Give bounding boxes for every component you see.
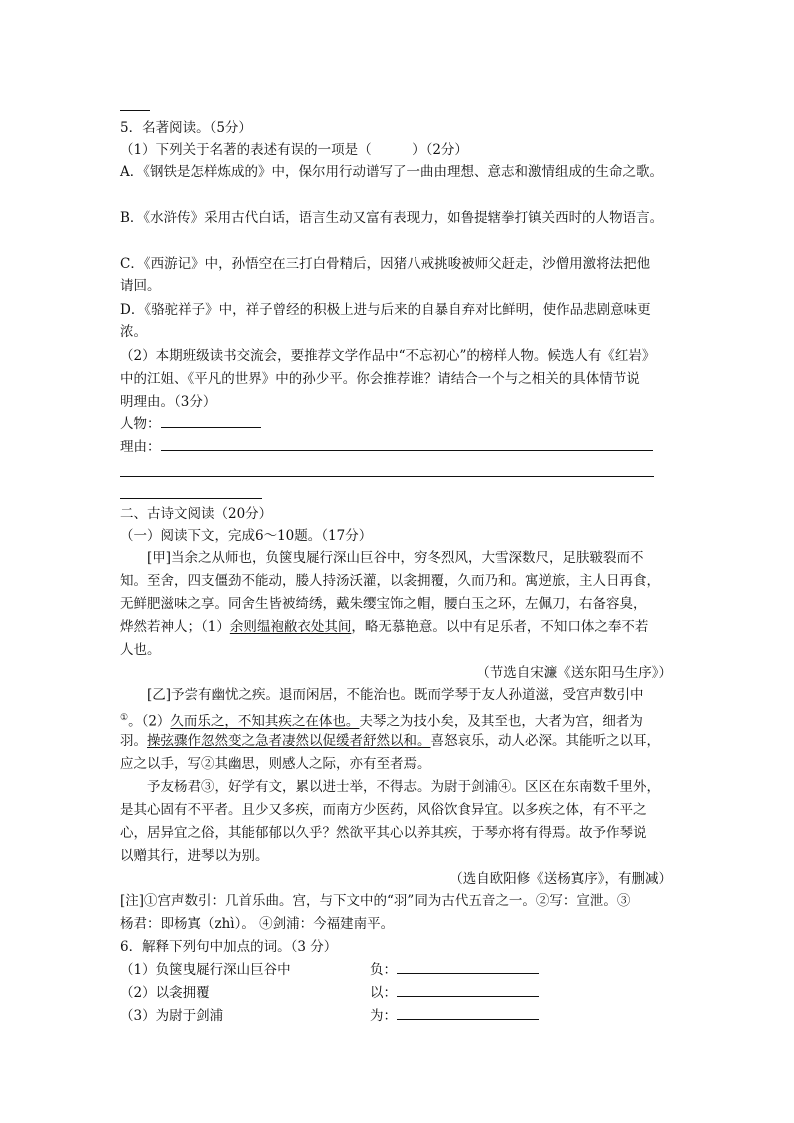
- passage-yi-line4: 应之以手，写②其幽思，则感人之际，亦有至者焉。: [120, 756, 431, 772]
- q6-item-1-sentence: （1）负箧曳屣行深山巨谷中: [120, 962, 291, 978]
- q6-heading: 6．解释下列句中加点的词。（3 分）: [120, 939, 338, 955]
- person-row: [120, 413, 261, 435]
- q6-item-3-sentence: （3）为尉于剑浦: [120, 1008, 224, 1024]
- q5-part2-line1: （2）本期班级读书交流会，要推荐文学作品中“不忘初心”的榜样人物。候选人有《红岩》: [120, 348, 656, 364]
- q5-option-d-line1: D．《骆驼祥子》中，祥子曾经的积极上进与后来的自暴自弃对比鲜明，使作品悲剧意味更: [120, 302, 651, 318]
- yi-l3-post: 喜怒哀乐，动人必深。其能听之以耳，: [430, 733, 660, 749]
- notes-line1: [注]①宫声数引：几首乐曲。宫，与下文中的“羽”同为古代五音之一。②写：宣泄。③: [120, 893, 631, 909]
- q5-part1-stem: （1）下列关于名著的表述有误的一项是（ ）（2分）: [120, 142, 468, 158]
- q5-part2-line3: 明理由。（3分）: [120, 394, 217, 410]
- passage-jia-line2: 知。至舍，四支僵劲不能动，媵人持汤沃灌，以衾拥覆，久而乃和。寓逆旅，主人日再食，: [120, 573, 660, 589]
- q5-option-b: B．《水浒传》采用古代白话，语言生动又富有表现力，如鲁提辖拳打镇关西时的人物语言。: [120, 210, 664, 226]
- q6-item-3-label: 为：: [370, 1008, 397, 1024]
- passage-jia-line1: [甲]当余之从师也，负箧曳屣行深山巨谷中，穷冬烈风，大雪深数尺，足肤皲裂而不: [147, 550, 644, 566]
- reason-row: [120, 436, 653, 458]
- q6-item-2-label: 以：: [370, 985, 397, 1001]
- jia-l4-post: ，略无慕艳意。以中有足乐者，不知口体之奉不若: [351, 619, 649, 635]
- q6-item-1-blank[interactable]: [397, 959, 539, 974]
- passage-yi-line5: 予友杨君③，好学有文，累以进士举，不得志。为尉于剑浦④。区区在东南数千里外，: [147, 779, 660, 795]
- q6-item-2-blank[interactable]: [397, 982, 539, 997]
- jia-underlined-sentence: 余则缊袍敝衣处其间: [229, 619, 352, 635]
- person-answer-blank[interactable]: [161, 413, 261, 428]
- jia-l4-pre: 烨然若神人；（1）: [120, 619, 230, 635]
- q5-option-c-line2: 请回。: [120, 278, 161, 294]
- passage-yi-source: （选自欧阳修《送杨寘序》，有删减）: [449, 871, 672, 887]
- q5-option-c-line1: C．《西游记》中，孙悟空在三打白骨精后，因猪八戒挑唆被师父赶走，沙僧用激将法把他: [120, 256, 651, 272]
- yi-l2-pre: 。（2）: [128, 713, 171, 730]
- yi-l3-pre: 羽。: [120, 733, 147, 749]
- q5-option-d-line2: 浓。: [120, 324, 147, 340]
- passage-yi-line6: 是其心固有不平者。且少又多疾，而南方少医药，风俗饮食异宜。以多疾之体，有不平之: [120, 802, 647, 818]
- footnote-mark-1: ①: [120, 713, 129, 723]
- q5-heading: 5．名著阅读。（5分）: [120, 120, 252, 136]
- section2-subheading: （一）阅读下文，完成6～10题。（17分）: [120, 528, 373, 544]
- top-short-rule: [120, 110, 150, 111]
- q6-item-3-blank[interactable]: [397, 1005, 539, 1020]
- reason-answer-line-2[interactable]: [120, 476, 654, 477]
- section2-heading: 二、古诗文阅读（20分）: [120, 506, 273, 522]
- q6-item-1: [120, 959, 539, 981]
- reason-answer-blank-1[interactable]: [161, 436, 653, 451]
- passage-yi-line1: [乙]予尝有幽忧之疾。退而闲居，不能治也。既而学琴于友人孙道滋，受宫声数引中: [147, 687, 644, 703]
- q6-item-3: [120, 1005, 539, 1027]
- q6-item-2-sentence: （2）以衾拥覆: [120, 985, 210, 1001]
- passage-yi-line7: 心，居异宜之俗，其能郁郁以久乎？然欲平其心以养其疾，于琴亦将有得焉。故予作琴说: [120, 825, 647, 841]
- person-label: 人物：: [120, 416, 161, 432]
- passage-yi-line3: [120, 730, 660, 752]
- passage-jia-line3: 无鲜肥滋味之享。同舍生皆被绮绣，戴朱缨宝饰之帽，腰白玉之环，左佩刀，右备容臭，: [120, 596, 647, 612]
- q6-item-1-label: 负：: [370, 962, 397, 978]
- q5-option-a: A．《钢铁是怎样炼成的》中，保尔用行动谱写了一曲由理想、意志和激情组成的生命之歌。: [120, 164, 663, 180]
- reason-label: 理由：: [120, 439, 161, 455]
- yi-l2-post: 夫琴之为技小矣，及其至也，大者为宫，细者为: [359, 713, 643, 730]
- passage-yi-line2: [120, 707, 643, 733]
- passage-yi-line8: 以赠其行，进琴以为别。: [120, 848, 269, 864]
- passage-jia-line4: [120, 616, 648, 638]
- yi-underlined-sentence-3: 操弦骤作忽然变之急者凄然以促缓者舒然以和。: [147, 733, 431, 749]
- notes-line2: 杨君：即杨寘（zhì）。 ④剑浦：今福建南平。: [120, 916, 395, 932]
- q6-item-2: [120, 982, 539, 1004]
- yi-underlined-sentence-2: 久而乐之，不知其疾之在体也。: [170, 713, 360, 730]
- passage-jia-line5: 人也。: [120, 642, 161, 658]
- passage-jia-source: （节选自宋濂《送东阳马生序》）: [476, 665, 672, 681]
- q5-part2-line2: 中的江姐、《平凡的世界》中的孙少平。你会推荐谁？请结合一个与之相关的具体情节说: [120, 371, 640, 387]
- reason-answer-line-3[interactable]: [120, 498, 262, 499]
